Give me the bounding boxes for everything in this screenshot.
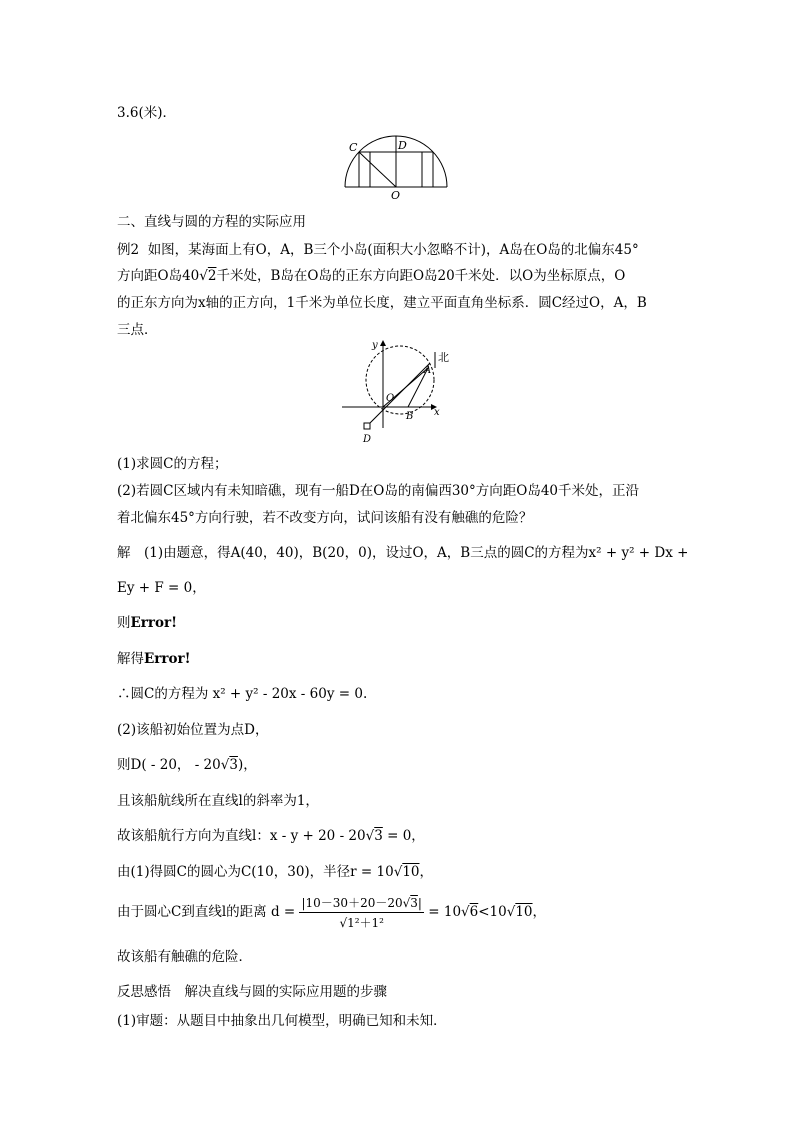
figure-semicircle	[340, 130, 455, 202]
fig2-label-o: O	[386, 393, 395, 404]
question-2-line-2: 着北偏东45°方向行驶，若不改变方向，试问该船有没有触礁的危险？	[117, 510, 533, 526]
solution-line-6: (2)该船初始位置为点D，	[117, 722, 269, 738]
solution-line-9: 故该船航行方向为直线l：x - y + 20 - 20√3 = 0，	[117, 828, 425, 844]
solution-line-1: 解 (1)由题意，得A(40，40)，B(20，0)，设过O，A，B三点的圆C的方程为x² + y² + Dx +	[117, 545, 689, 561]
solution-line-11: 由于圆心C到直线l的距离 d = $\frac{|10-30+20-20√3|}{\text{√1²＋1²}}$ = 10√6<10√10，	[117, 896, 547, 930]
question-2-line-1: (2)若圆C区域内有未知暗礁，现有一船D在O岛的南偏西30°方向距O岛40千米处，正沿	[117, 483, 640, 499]
example-line-4: 三点．	[117, 322, 158, 338]
fig2-label-b: B	[406, 411, 414, 422]
fig2-label-north: 北	[438, 351, 449, 364]
solution-line-3: 则Error!	[117, 615, 178, 631]
fig2-label-a: A	[424, 365, 432, 376]
sqrt-2: 2	[207, 268, 217, 284]
reflection-title: 反思感悟 解决直线与圆的实际应用题的步骤	[117, 984, 387, 1000]
figure-coordinate	[338, 338, 460, 450]
section-heading: 二、直线与圆的方程的实际应用	[117, 214, 306, 230]
fig2-label-d: D	[363, 434, 372, 445]
error-text: Error!	[130, 615, 178, 631]
fig1-label-o: O	[391, 189, 401, 202]
solution-line-5: ∴圆C的方程为 x² + y² - 20x - 60y = 0.	[117, 686, 368, 702]
error-text: Error!	[144, 651, 191, 667]
solution-line-8: 且该船航线所在直线l的斜率为1，	[117, 793, 319, 809]
solution-line-10: 由(1)得圆C的圆心为C(10，30)，半径r = 10√10，	[117, 864, 433, 880]
solution-line-2: Ey + F = 0，	[117, 580, 206, 596]
line-answer: 3.6(米)．	[117, 105, 177, 121]
fig1-label-c: C	[349, 141, 358, 154]
solution-line-12: 故该船有触礁的危险．	[117, 949, 252, 965]
question-1: (1)求圆C的方程；	[117, 456, 228, 472]
example-line-2: 方向距O岛40√2千米处，B岛在O岛的正东方向距O岛20千米处．以O为坐标原点，O	[117, 268, 626, 284]
solution-line-4: 解得Error!	[117, 651, 191, 667]
fig2-label-x: x	[434, 407, 440, 418]
example-label: 例2	[117, 242, 140, 258]
fig2-label-y: y	[372, 340, 378, 351]
solution-line-7: 则D( - 20， - 20√3)，	[117, 757, 257, 773]
reflection-step-1: (1)审题：从题目中抽象出几何模型，明确已知和未知．	[117, 1013, 447, 1029]
fig1-label-d: D	[398, 139, 407, 152]
distance-fraction: $\frac{|10-30+20-20√3|}{\text{√1²＋1²}}$	[301, 896, 422, 930]
example-text-1: 如图，某海面上有O，A，B三个小岛(面积大小忽略不计)，A岛在O岛的北偏东45°	[147, 242, 639, 258]
example-line-3: 的正东方向为x轴的正方向，1千米为单位长度，建立平面直角坐标系．圆C经过O，A，B	[117, 295, 647, 311]
example-line-1	[117, 238, 639, 258]
